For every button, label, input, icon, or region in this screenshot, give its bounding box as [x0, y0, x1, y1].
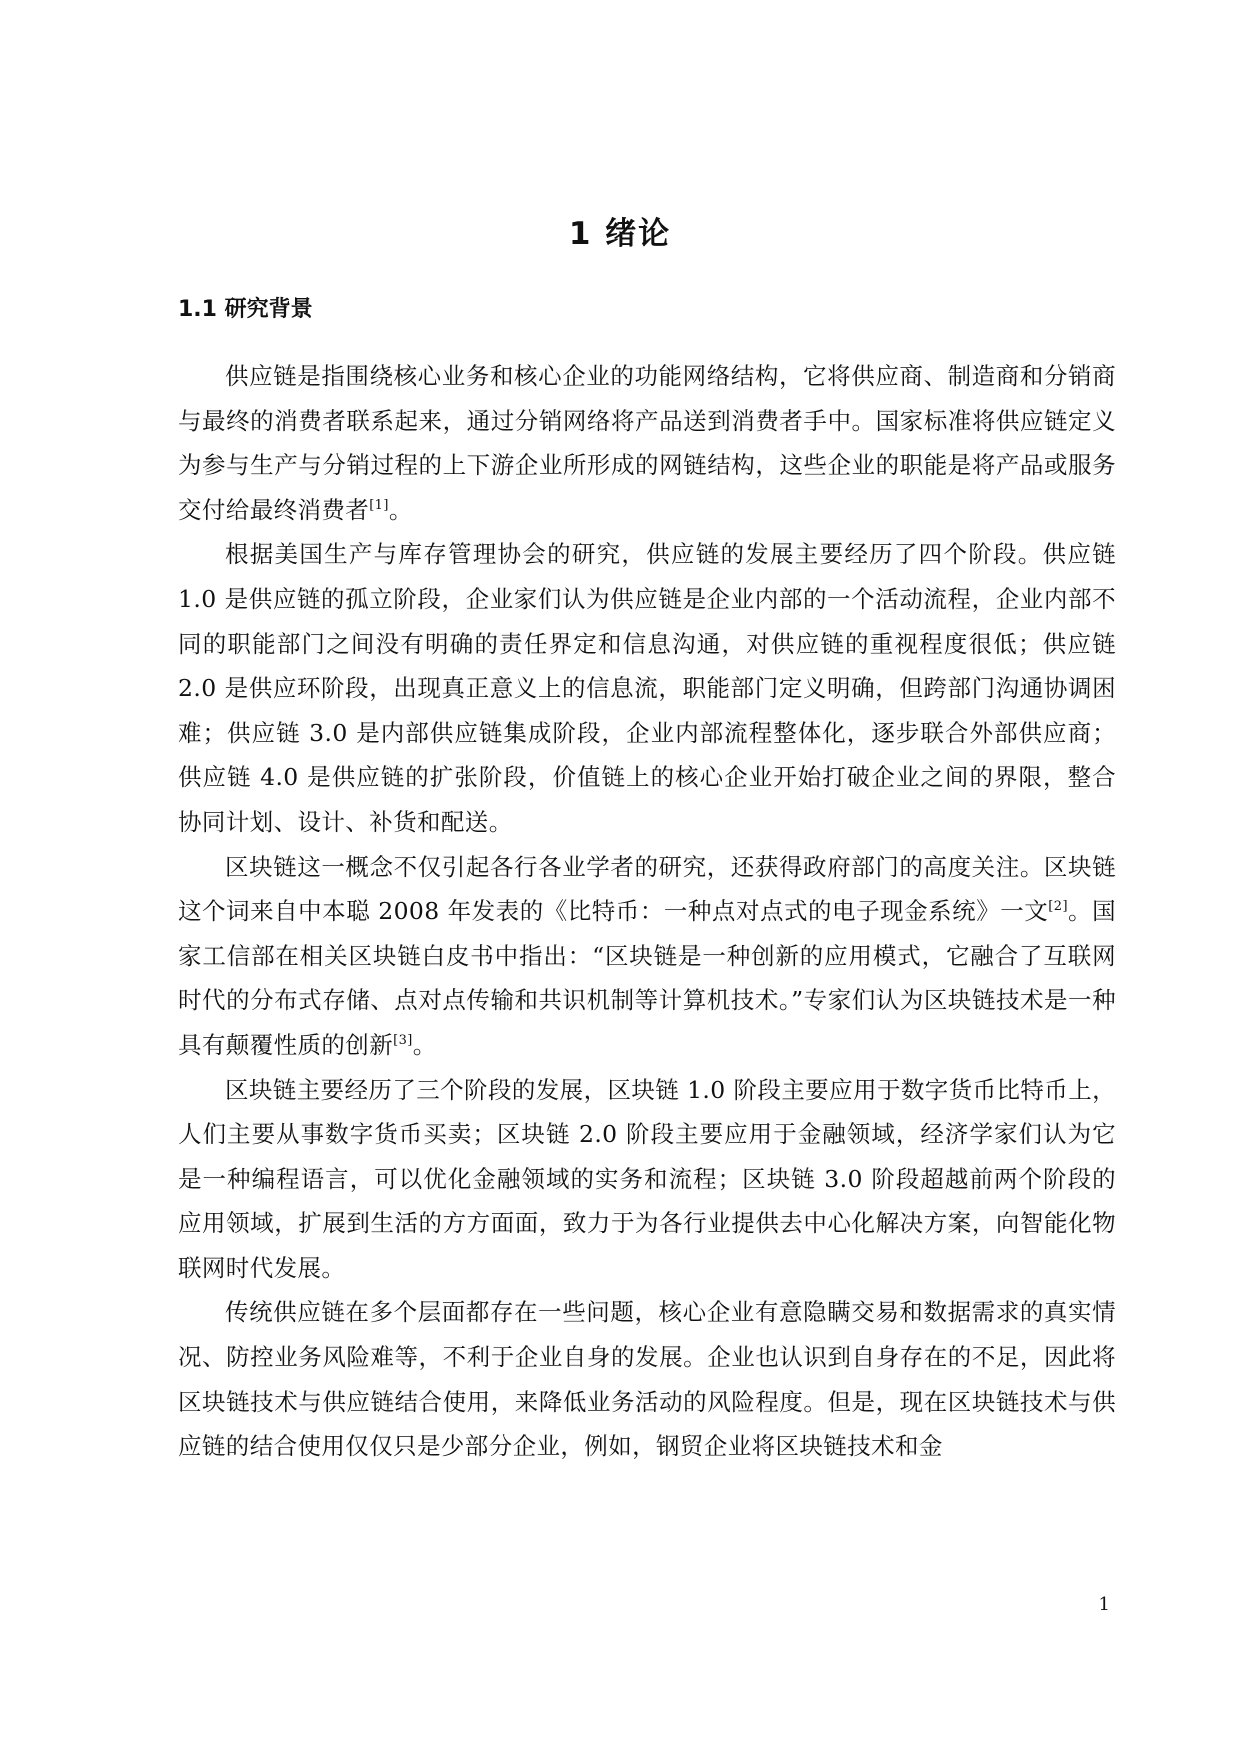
paragraph-text: 供应链是指围绕核心业务和核心企业的功能网络结构，它将供应商、制造商和分销商与最终的消费者联系起来，通过分销网络将产品送到消费者手中。国家标准将供应链定义为参与生产与分销过程的上下游企业所形成的网链结构，这些企业的职能是将产品或服务交付给最终消费者 — [178, 362, 1116, 524]
paragraph-supply-chain-definition — [178, 354, 1116, 532]
paragraph-continuation: 。国家工信部在相关区块链白皮书中指出：“区块链是一种创新的应用模式，它融合了互联网时代的分布式存储、点对点传输和共识机制等计算机技术。”专家们认为区块链技术是一种具有颠覆性质的创新 — [178, 897, 1116, 1059]
paragraph-blockchain-concept — [178, 845, 1116, 1068]
paragraph-ending: 。 — [388, 495, 413, 524]
citation-marker: [3] — [393, 1032, 413, 1048]
chapter-title: 1 绪论 — [568, 216, 672, 252]
paragraph-text: 区块链这一概念不仅引起各行各业学者的研究，还获得政府部门的高度关注。区块链这个词来自中本聪 2008 年发表的《比特币：一种点对点式的电子现金系统》一文 — [178, 852, 1116, 926]
section-title: 1.1 研究背景 — [178, 297, 313, 322]
paragraph-supply-chain-stages — [178, 532, 1116, 844]
citation-marker: [2] — [1048, 899, 1068, 915]
page-number: 1 — [1098, 1594, 1110, 1615]
paragraph-text: 传统供应链在多个层面都存在一些问题，核心企业有意隐瞒交易和数据需求的真实情况、防控业务风险难等，不利于企业自身的发展。企业也认识到自身存在的不足，因此将区块链技术与供应链结合使用，来降低业务活动的风险程度。但是，现在区块链技术与供应链的结合使用仅仅只是少部分企业，例如，钢贸企业将区块链技术和金 — [178, 1298, 1116, 1461]
paragraph-traditional-supply-chain — [178, 1290, 1116, 1468]
body-text — [178, 354, 1116, 1469]
paragraph-blockchain-stages — [178, 1068, 1116, 1291]
citation-marker: [1] — [369, 497, 389, 513]
paragraph-text: 根据美国生产与库存管理协会的研究，供应链的发展主要经历了四个阶段。供应链 1.0 是供应链的孤立阶段，企业家们认为供应链是企业内部的一个活动流程，企业内部不同的职能部门之间没有明确的责任界定和信息沟通，对供应链的重视程度很低；供应链 2.0 是供应环阶段，出现真正意义上的信息流，职能部门定义明确，但跨部门沟通协调困难；供应链 3.0 是内部供应链集成阶段，企业内部流程整体化，逐步联合外部供应商；供应链 4.0 是供应链的扩张阶段，价值链上的核心企业开始打破企业之间的界限，整合协同计划、设计、补货和配送。 — [178, 540, 1116, 836]
paragraph-text: 区块链主要经历了三个阶段的发展，区块链 1.0 阶段主要应用于数字货币比特币上，人们主要从事数字货币买卖；区块链 2.0 阶段主要应用于金融领域，经济学家们认为它是一种编程语言，可以优化金融领域的实务和流程；区块链 3.0 阶段超越前两个阶段的应用领域，扩展到生活的方方面面，致力于为各行业提供去中心化解决方案，向智能化物联网时代发展。 — [178, 1075, 1116, 1282]
paragraph-ending: 。 — [412, 1030, 437, 1059]
